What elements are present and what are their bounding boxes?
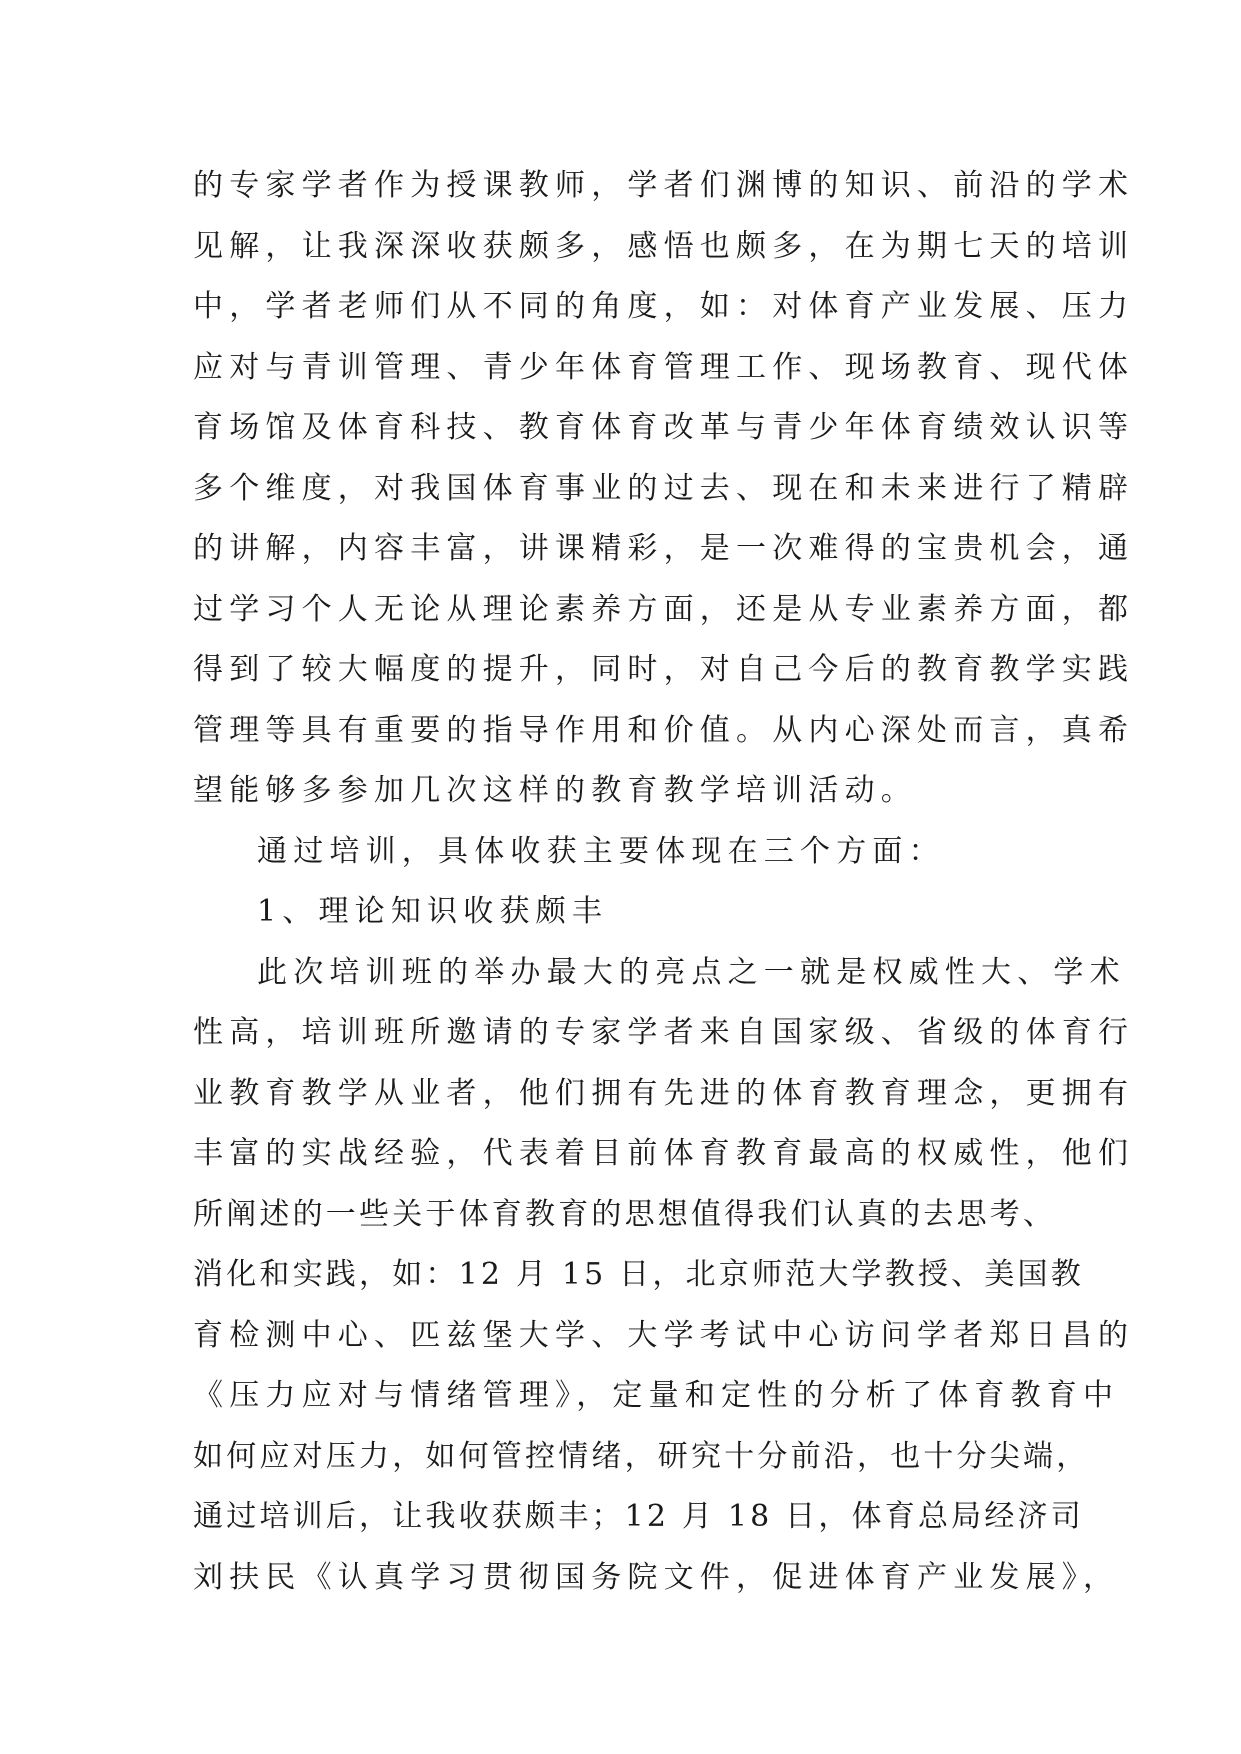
- section-heading: 1、理论知识收获颇丰: [257, 894, 609, 929]
- text-line: 的讲解，内容丰富，讲课精彩，是一次难得的宝贵机会，通: [193, 531, 1135, 566]
- text-line: 中，学者老师们从不同的角度，如：对体育产业发展、压力: [193, 289, 1135, 324]
- text-line: 通过培训后，让我收获颇丰；12 月 18 日，体育总局经济司: [193, 1499, 1084, 1534]
- text-line: 性高，培训班所邀请的专家学者来自国家级、省级的体育行: [193, 1015, 1135, 1050]
- text-line: 育检测中心、匹兹堡大学、大学考试中心访问学者郑日昌的: [193, 1317, 1135, 1353]
- text-line: 《压力应对与情绪管理》，定量和定性的分析了体育教育中: [193, 1378, 1120, 1413]
- text-line: 多个维度，对我国体育事业的过去、现在和未来进行了精辟: [193, 470, 1135, 506]
- text-line: 管理等具有重要的指导作用和价值。从内心深处而言，真希: [193, 712, 1135, 748]
- text-line: 的专家学者作为授课教师，学者们渊博的知识、前沿的学术: [193, 168, 1135, 203]
- text-line: 见解，让我深深收获颇多，感悟也颇多，在为期七天的培训: [193, 228, 1135, 264]
- text-line: 丰富的实战经验，代表着目前体育教育最高的权威性，他们: [193, 1136, 1135, 1171]
- text-line: 得到了较大幅度的提升，同时，对自己今后的教育教学实践: [193, 652, 1135, 687]
- text-line: 育场馆及体育科技、教育体育改革与青少年体育绩效认识等: [193, 410, 1135, 445]
- paragraph-start-line: 此次培训班的举办最大的亮点之一就是权威性大、学术: [257, 954, 1126, 990]
- body-text: [193, 156, 1135, 1608]
- text-line: 刘扶民《认真学习贯彻国务院文件，促进体育产业发展》，: [193, 1559, 1120, 1595]
- text-line: 消化和实践，如：12 月 15 日，北京师范大学教授、美国教: [193, 1257, 1084, 1292]
- text-line: 所阐述的一些关于体育教育的思想值得我们认真的去思考、: [193, 1196, 1057, 1232]
- text-line: 应对与青训管理、青少年体育管理工作、现场教育、现代体: [193, 349, 1135, 385]
- text-line: 过学习个人无论从理论素养方面，还是从专业素养方面，都: [193, 591, 1135, 627]
- paragraph-start-line: 通过培训，具体收获主要体现在三个方面：: [257, 833, 945, 869]
- text-line: 如何应对压力，如何管控情绪，研究十分前沿，也十分尖端，: [193, 1438, 1090, 1474]
- text-line: 业教育教学从业者，他们拥有先进的体育教育理念，更拥有: [193, 1075, 1135, 1111]
- text-line: 望能够多参加几次这样的教育教学培训活动。: [193, 773, 917, 808]
